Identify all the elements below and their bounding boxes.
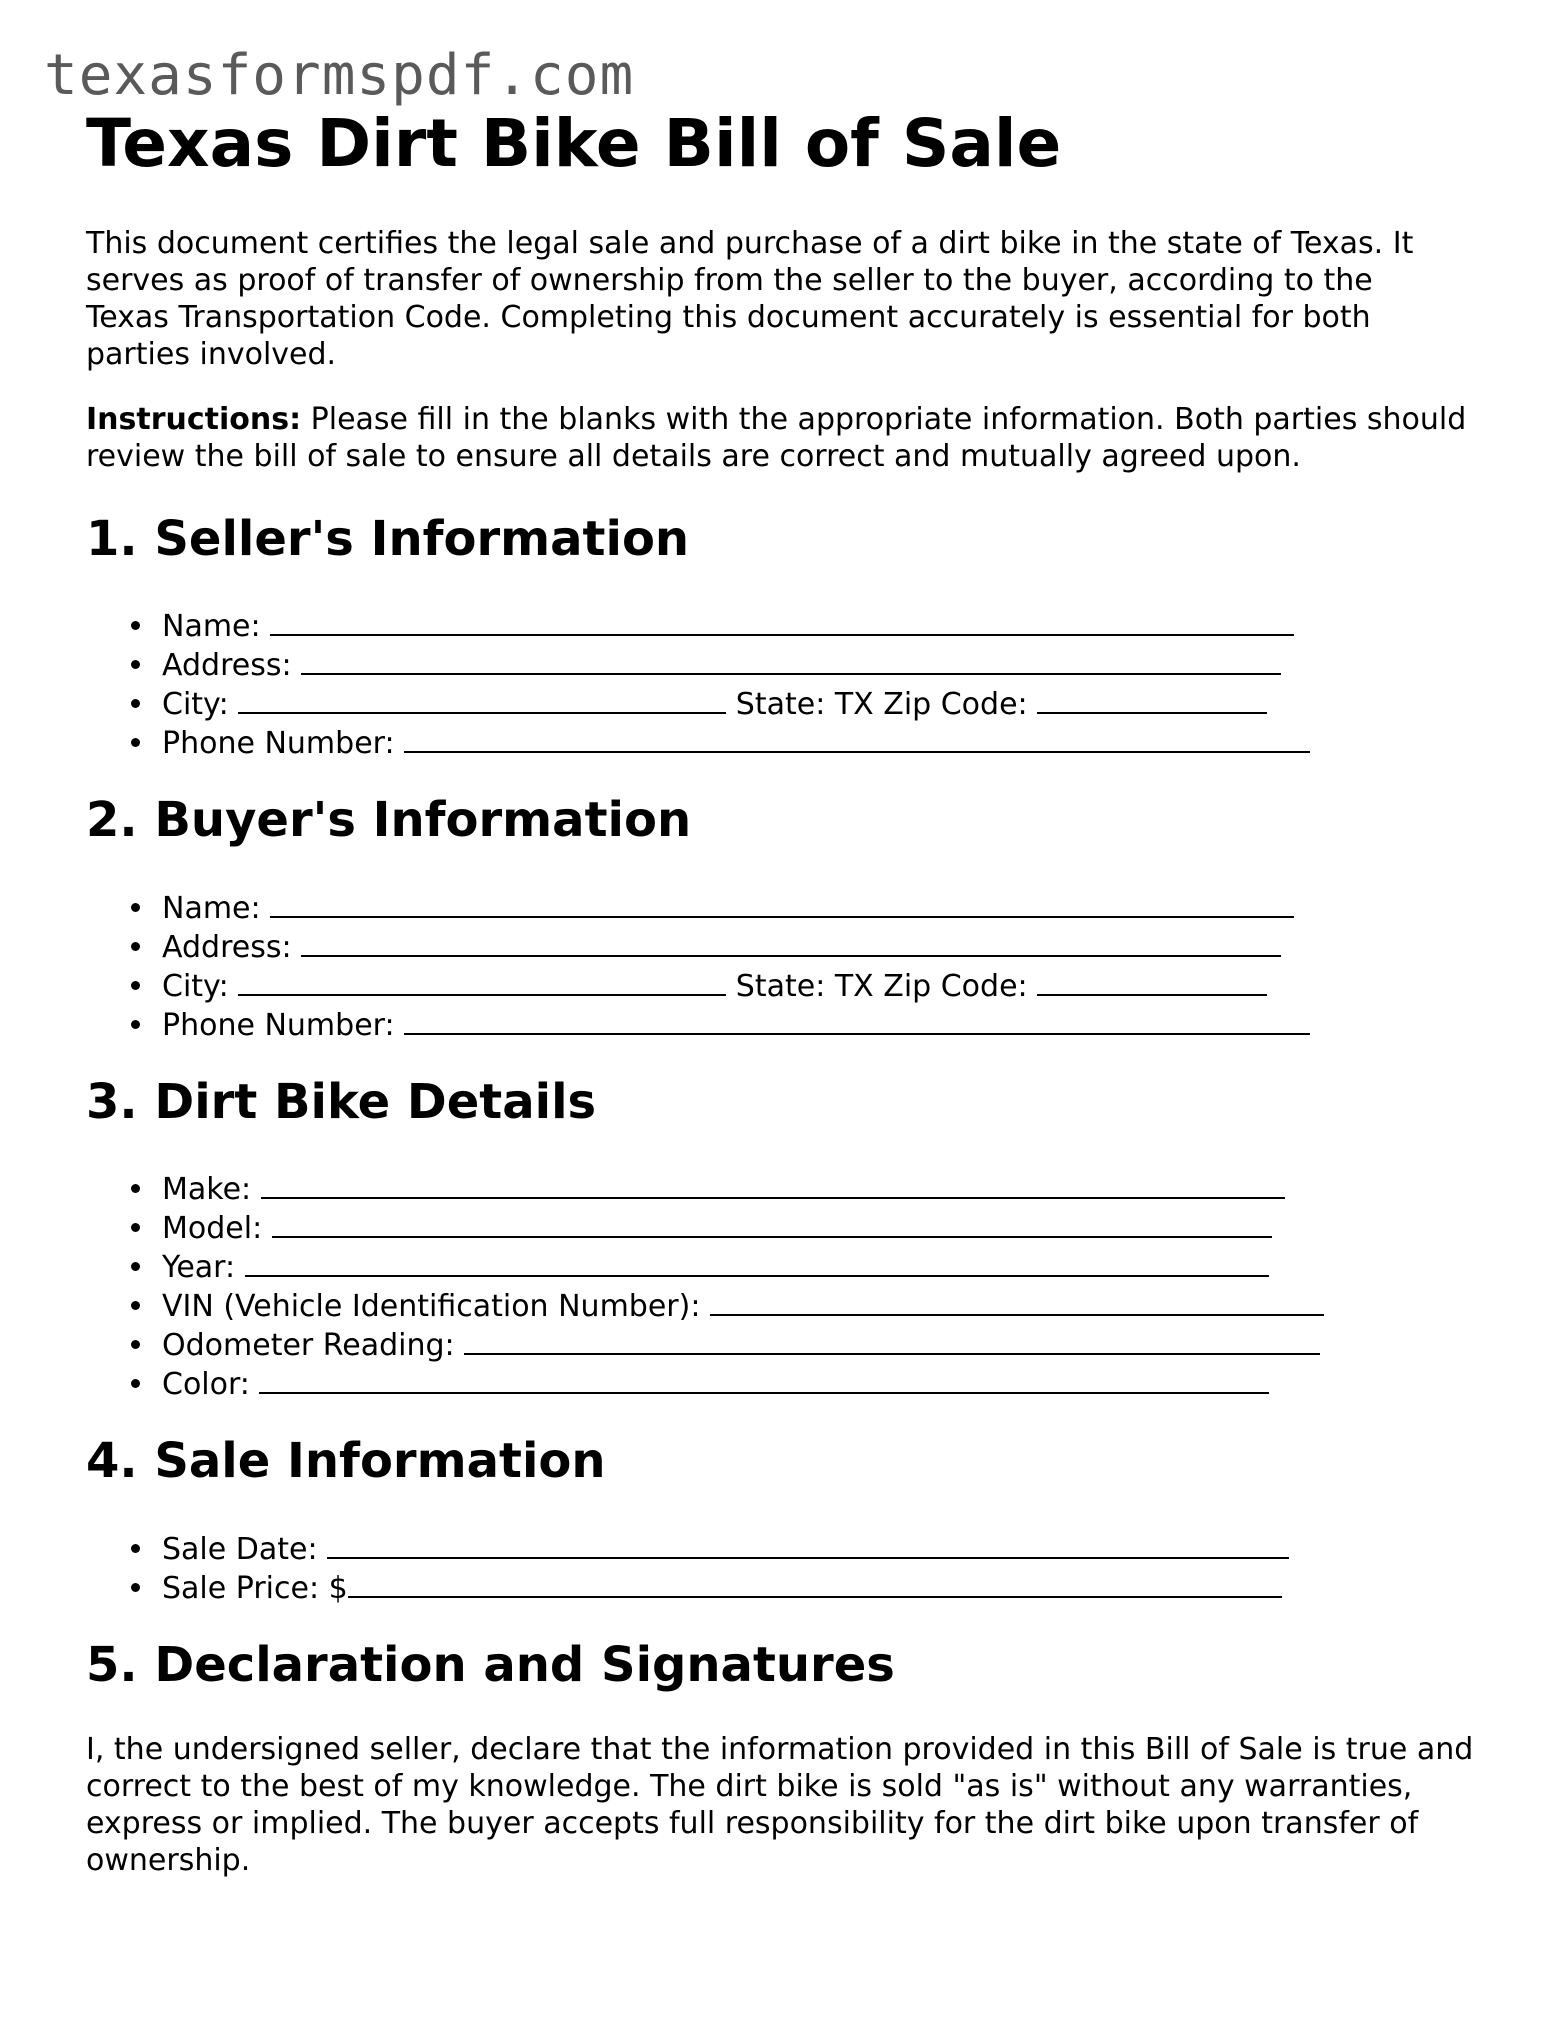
sale-fields xyxy=(86,1529,1486,1607)
buyer-fields xyxy=(86,888,1486,1044)
bike-odometer-label: Odometer Reading: xyxy=(162,1328,465,1364)
buyer-section-heading: 2. Buyer's Information xyxy=(86,792,692,849)
bike-make-label: Make: xyxy=(162,1172,261,1208)
buyer-city-label: City: xyxy=(162,968,239,1004)
buyer-address-item xyxy=(86,927,1486,966)
declaration-paragraph: I, the undersigned seller, declare that the information provided in this Bill of Sale is true and correct to the best of my knowledge. The dirt bike is sold "as is" without any warranties, express or implied. The buyer accepts full responsibility for the dirt bike upon transfer of ownership. xyxy=(86,1731,1474,1878)
sale-price-item xyxy=(86,1568,1486,1607)
bike-year-item xyxy=(86,1247,1486,1286)
seller-name-field[interactable] xyxy=(270,606,1294,636)
instructions-text: Please fill in the blanks with the appropriate information. Both parties should review the bill of sale to ensure all details are correct and mutually agreed upon. xyxy=(86,401,1467,474)
bike-vin-label: VIN (Vehicle Identification Number): xyxy=(162,1289,710,1325)
bike-fields xyxy=(86,1169,1486,1403)
buyer-city-item xyxy=(86,966,1486,1005)
seller-phone-item xyxy=(86,723,1486,762)
seller-state-zip-label: State: TX Zip Code: xyxy=(726,687,1038,723)
instructions-paragraph xyxy=(86,401,1486,475)
bike-model-item xyxy=(86,1208,1486,1247)
buyer-address-label: Address: xyxy=(162,929,302,965)
document-page xyxy=(86,105,1486,1907)
bike-make-field[interactable] xyxy=(261,1169,1285,1199)
sale-date-field[interactable] xyxy=(327,1529,1289,1559)
buyer-name-item xyxy=(86,888,1486,927)
bike-make-item xyxy=(86,1169,1486,1208)
seller-city-label: City: xyxy=(162,687,239,723)
seller-phone-field[interactable] xyxy=(404,723,1310,753)
intro-paragraph: This document certifies the legal sale and purchase of a dirt bike in the state of Texas. It serves as proof of transfer of ownership from the seller to the buyer, according to the Texas Transportation Code. Completing this document accurately is essential for both parties involved. xyxy=(86,225,1414,372)
buyer-phone-field[interactable] xyxy=(404,1005,1310,1035)
seller-section-heading: 1. Seller's Information xyxy=(86,510,690,567)
sale-date-label: Sale Date: xyxy=(162,1531,328,1567)
seller-name-label: Name: xyxy=(162,609,271,645)
buyer-name-field[interactable] xyxy=(270,888,1294,918)
seller-address-label: Address: xyxy=(162,648,302,684)
bike-odometer-item xyxy=(86,1325,1486,1364)
buyer-state-zip-label: State: TX Zip Code: xyxy=(726,968,1038,1004)
bike-color-label: Color: xyxy=(162,1367,260,1403)
page-title: Texas Dirt Bike Bill of Sale xyxy=(86,105,1062,182)
seller-zip-field[interactable] xyxy=(1037,684,1267,714)
bike-year-label: Year: xyxy=(162,1250,245,1286)
seller-fields xyxy=(86,606,1486,762)
bike-year-field[interactable] xyxy=(245,1247,1269,1277)
buyer-phone-item xyxy=(86,1005,1486,1044)
bike-color-item xyxy=(86,1364,1486,1403)
watermark: texasformspdf.com xyxy=(44,43,635,108)
buyer-address-field[interactable] xyxy=(301,927,1281,957)
buyer-name-label: Name: xyxy=(162,890,271,926)
buyer-zip-field[interactable] xyxy=(1037,966,1267,996)
sale-section-heading: 4. Sale Information xyxy=(86,1433,606,1490)
sale-date-item xyxy=(86,1529,1486,1568)
buyer-phone-label: Phone Number: xyxy=(162,1007,405,1043)
bike-vin-field[interactable] xyxy=(710,1286,1324,1316)
bike-model-label: Model: xyxy=(162,1211,272,1247)
bike-section-heading: 3. Dirt Bike Details xyxy=(86,1073,597,1130)
seller-address-item xyxy=(86,645,1486,684)
declaration-section-heading: 5. Declaration and Signatures xyxy=(86,1636,895,1693)
seller-phone-label: Phone Number: xyxy=(162,726,405,762)
seller-city-field[interactable] xyxy=(238,684,726,714)
sale-price-label: Sale Price: $ xyxy=(162,1570,348,1606)
sale-price-field[interactable] xyxy=(348,1568,1282,1598)
instructions-label: Instructions: xyxy=(86,401,302,437)
buyer-city-field[interactable] xyxy=(238,966,726,996)
bike-vin-item xyxy=(86,1286,1486,1325)
seller-address-field[interactable] xyxy=(301,645,1281,675)
bike-model-field[interactable] xyxy=(272,1208,1272,1238)
seller-city-item xyxy=(86,684,1486,723)
bike-color-field[interactable] xyxy=(259,1364,1269,1394)
seller-name-item xyxy=(86,606,1486,645)
bike-odometer-field[interactable] xyxy=(464,1325,1320,1355)
